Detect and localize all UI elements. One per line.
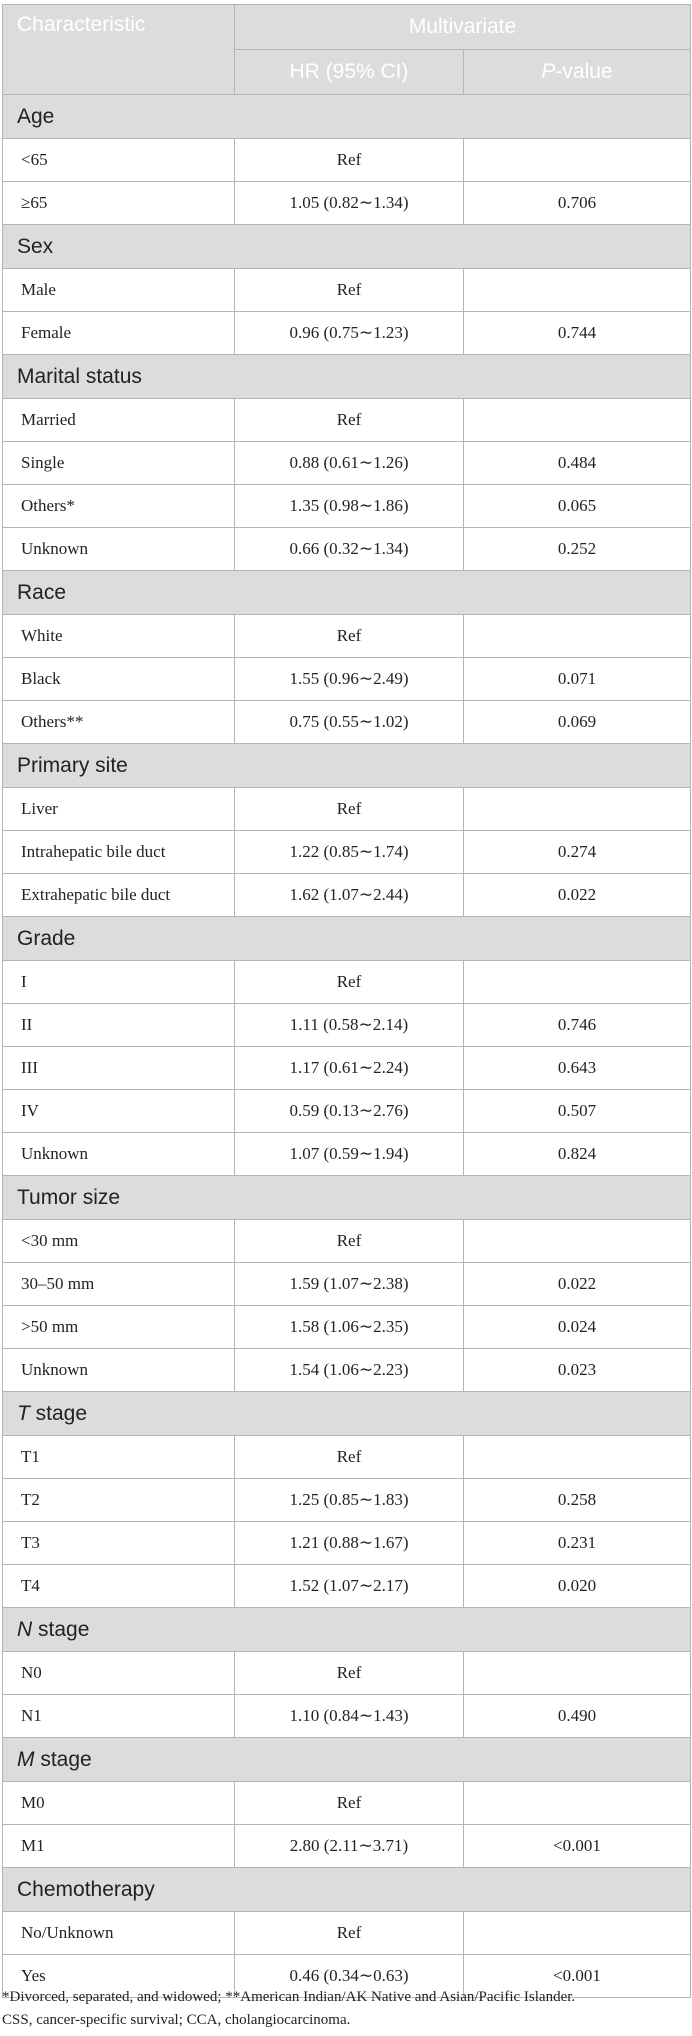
hr-cell: Ref bbox=[235, 1912, 464, 1955]
p-value-cell bbox=[464, 399, 691, 442]
row-label: <65 bbox=[3, 139, 235, 182]
footnote-line-1: *Divorced, separated, and widowed; **American Indian/AK Native and Asian/Pacific Islander. bbox=[2, 1989, 576, 2005]
row-label: Married bbox=[3, 399, 235, 442]
row-label: T1 bbox=[3, 1436, 235, 1479]
table-row bbox=[3, 1263, 691, 1306]
p-value-cell: 0.020 bbox=[464, 1565, 691, 1608]
section-header-row bbox=[3, 355, 691, 399]
row-label: Intrahepatic bile duct bbox=[3, 831, 235, 874]
section-header-row bbox=[3, 95, 691, 139]
table-row bbox=[3, 1220, 691, 1263]
row-label: ≥65 bbox=[3, 182, 235, 225]
hr-header: HR (95% CI) bbox=[235, 50, 464, 95]
table-row bbox=[3, 788, 691, 831]
row-label: T4 bbox=[3, 1565, 235, 1608]
table-footnote bbox=[2, 1986, 690, 2032]
row-label: Unknown bbox=[3, 1349, 235, 1392]
table-row bbox=[3, 1782, 691, 1825]
table-body bbox=[3, 95, 691, 1998]
table-row bbox=[3, 1825, 691, 1868]
hr-cell: 1.22 (0.85∼1.74) bbox=[235, 831, 464, 874]
p-value-cell: 0.274 bbox=[464, 831, 691, 874]
row-label: Extrahepatic bile duct bbox=[3, 874, 235, 917]
p-value-cell: 0.484 bbox=[464, 442, 691, 485]
p-value-cell: 0.744 bbox=[464, 312, 691, 355]
hr-cell: 0.75 (0.55∼1.02) bbox=[235, 701, 464, 744]
table-row bbox=[3, 1090, 691, 1133]
table-row bbox=[3, 701, 691, 744]
p-value-cell: 0.023 bbox=[464, 1349, 691, 1392]
hr-cell: Ref bbox=[235, 788, 464, 831]
table-row bbox=[3, 1652, 691, 1695]
p-value-cell: 0.065 bbox=[464, 485, 691, 528]
p-value-cell: <0.001 bbox=[464, 1955, 691, 1998]
p-value-cell bbox=[464, 1652, 691, 1695]
table-row bbox=[3, 1133, 691, 1176]
section-title: N stage bbox=[3, 1608, 691, 1652]
section-header-row bbox=[3, 225, 691, 269]
section-title: Marital status bbox=[3, 355, 691, 399]
table-row bbox=[3, 961, 691, 1004]
row-label: M1 bbox=[3, 1825, 235, 1868]
p-value-cell: 0.069 bbox=[464, 701, 691, 744]
p-value-cell: 0.746 bbox=[464, 1004, 691, 1047]
multivariate-header: Multivariate bbox=[235, 5, 691, 50]
section-header-row bbox=[3, 744, 691, 788]
hr-cell: 0.88 (0.61∼1.26) bbox=[235, 442, 464, 485]
table-row bbox=[3, 269, 691, 312]
table-row bbox=[3, 442, 691, 485]
p-value-cell bbox=[464, 1912, 691, 1955]
row-label: Liver bbox=[3, 788, 235, 831]
row-label: Single bbox=[3, 442, 235, 485]
hr-cell: 1.25 (0.85∼1.83) bbox=[235, 1479, 464, 1522]
hr-cell: Ref bbox=[235, 961, 464, 1004]
table-row bbox=[3, 312, 691, 355]
table-row bbox=[3, 399, 691, 442]
section-title: T stage bbox=[3, 1392, 691, 1436]
hr-cell: 1.55 (0.96∼2.49) bbox=[235, 658, 464, 701]
p-value-cell bbox=[464, 269, 691, 312]
hr-cell: Ref bbox=[235, 399, 464, 442]
section-header-row bbox=[3, 1392, 691, 1436]
multivariate-table bbox=[2, 4, 691, 1998]
p-value-cell: 0.507 bbox=[464, 1090, 691, 1133]
row-label: 30–50 mm bbox=[3, 1263, 235, 1306]
row-label: II bbox=[3, 1004, 235, 1047]
hr-cell: Ref bbox=[235, 1652, 464, 1695]
characteristic-header: Characteristic bbox=[3, 5, 235, 95]
hr-cell: Ref bbox=[235, 615, 464, 658]
row-label: Male bbox=[3, 269, 235, 312]
row-label: <30 mm bbox=[3, 1220, 235, 1263]
p-value-cell: 0.071 bbox=[464, 658, 691, 701]
table-row bbox=[3, 874, 691, 917]
row-label: Unknown bbox=[3, 528, 235, 571]
table-row bbox=[3, 139, 691, 182]
p-value-cell: 0.022 bbox=[464, 874, 691, 917]
p-value-cell bbox=[464, 788, 691, 831]
row-label: No/Unknown bbox=[3, 1912, 235, 1955]
table-row bbox=[3, 1047, 691, 1090]
hr-cell: 1.54 (1.06∼2.23) bbox=[235, 1349, 464, 1392]
hr-cell: 1.05 (0.82∼1.34) bbox=[235, 182, 464, 225]
hr-cell: 1.58 (1.06∼2.35) bbox=[235, 1306, 464, 1349]
section-title: Sex bbox=[3, 225, 691, 269]
table-row bbox=[3, 485, 691, 528]
section-title: Age bbox=[3, 95, 691, 139]
table-row bbox=[3, 1565, 691, 1608]
hr-cell: Ref bbox=[235, 1436, 464, 1479]
section-title: Race bbox=[3, 571, 691, 615]
hr-cell: 2.80 (2.11∼3.71) bbox=[235, 1825, 464, 1868]
section-header-row bbox=[3, 917, 691, 961]
section-header-row bbox=[3, 1868, 691, 1912]
footnote-line-2: CSS, cancer-specific survival; CCA, cholangiocarcinoma. bbox=[2, 2012, 351, 2028]
section-header-row bbox=[3, 571, 691, 615]
row-label: Female bbox=[3, 312, 235, 355]
hr-cell: 1.59 (1.07∼2.38) bbox=[235, 1263, 464, 1306]
p-value-cell bbox=[464, 1782, 691, 1825]
hr-cell: 1.17 (0.61∼2.24) bbox=[235, 1047, 464, 1090]
hr-cell: 0.46 (0.34∼0.63) bbox=[235, 1955, 464, 1998]
p-value-cell: 0.706 bbox=[464, 182, 691, 225]
table-header bbox=[3, 5, 691, 95]
row-label: Black bbox=[3, 658, 235, 701]
hr-cell: 1.21 (0.88∼1.67) bbox=[235, 1522, 464, 1565]
row-label: White bbox=[3, 615, 235, 658]
section-header-row bbox=[3, 1738, 691, 1782]
hr-cell: Ref bbox=[235, 1782, 464, 1825]
table-row bbox=[3, 1695, 691, 1738]
section-title: Tumor size bbox=[3, 1176, 691, 1220]
row-label: I bbox=[3, 961, 235, 1004]
row-label: Unknown bbox=[3, 1133, 235, 1176]
section-title: M stage bbox=[3, 1738, 691, 1782]
section-title: Primary site bbox=[3, 744, 691, 788]
hr-cell: 1.10 (0.84∼1.43) bbox=[235, 1695, 464, 1738]
hr-cell: 1.07 (0.59∼1.94) bbox=[235, 1133, 464, 1176]
table-row bbox=[3, 1306, 691, 1349]
section-header-row bbox=[3, 1608, 691, 1652]
hr-cell: 0.66 (0.32∼1.34) bbox=[235, 528, 464, 571]
table-row bbox=[3, 1479, 691, 1522]
table-row bbox=[3, 831, 691, 874]
p-value-cell: 0.024 bbox=[464, 1306, 691, 1349]
hr-cell: 1.62 (1.07∼2.44) bbox=[235, 874, 464, 917]
table-row bbox=[3, 1436, 691, 1479]
row-label: N1 bbox=[3, 1695, 235, 1738]
table-row bbox=[3, 1522, 691, 1565]
table-row bbox=[3, 1349, 691, 1392]
hr-cell: 1.52 (1.07∼2.17) bbox=[235, 1565, 464, 1608]
hr-cell: 0.96 (0.75∼1.23) bbox=[235, 312, 464, 355]
p-value-cell bbox=[464, 139, 691, 182]
hr-cell: 0.59 (0.13∼2.76) bbox=[235, 1090, 464, 1133]
p-value-cell: 0.022 bbox=[464, 1263, 691, 1306]
row-label: III bbox=[3, 1047, 235, 1090]
hr-cell: Ref bbox=[235, 1220, 464, 1263]
row-label: >50 mm bbox=[3, 1306, 235, 1349]
table-row bbox=[3, 1004, 691, 1047]
section-title: Grade bbox=[3, 917, 691, 961]
hr-cell: 1.35 (0.98∼1.86) bbox=[235, 485, 464, 528]
table-row bbox=[3, 615, 691, 658]
row-label: N0 bbox=[3, 1652, 235, 1695]
hr-cell: 1.11 (0.58∼2.14) bbox=[235, 1004, 464, 1047]
row-label: Others* bbox=[3, 485, 235, 528]
p-value-cell: 0.231 bbox=[464, 1522, 691, 1565]
table-row bbox=[3, 182, 691, 225]
p-value-cell: <0.001 bbox=[464, 1825, 691, 1868]
p-value-cell: 0.824 bbox=[464, 1133, 691, 1176]
row-label: Yes bbox=[3, 1955, 235, 1998]
section-header-row bbox=[3, 1176, 691, 1220]
p-value-cell bbox=[464, 961, 691, 1004]
hr-cell: Ref bbox=[235, 269, 464, 312]
table-row bbox=[3, 528, 691, 571]
row-label: T3 bbox=[3, 1522, 235, 1565]
p-value-cell: 0.643 bbox=[464, 1047, 691, 1090]
section-title: Chemotherapy bbox=[3, 1868, 691, 1912]
row-label: Others** bbox=[3, 701, 235, 744]
table-row bbox=[3, 1912, 691, 1955]
row-label: M0 bbox=[3, 1782, 235, 1825]
p-value-cell: 0.252 bbox=[464, 528, 691, 571]
p-value-cell: 0.258 bbox=[464, 1479, 691, 1522]
p-value-cell bbox=[464, 1436, 691, 1479]
hr-cell: Ref bbox=[235, 139, 464, 182]
table-row bbox=[3, 658, 691, 701]
p-value-cell bbox=[464, 1220, 691, 1263]
p-value-cell: 0.490 bbox=[464, 1695, 691, 1738]
p-value-cell bbox=[464, 615, 691, 658]
row-label: IV bbox=[3, 1090, 235, 1133]
p-value-header: P-value bbox=[464, 50, 691, 95]
row-label: T2 bbox=[3, 1479, 235, 1522]
